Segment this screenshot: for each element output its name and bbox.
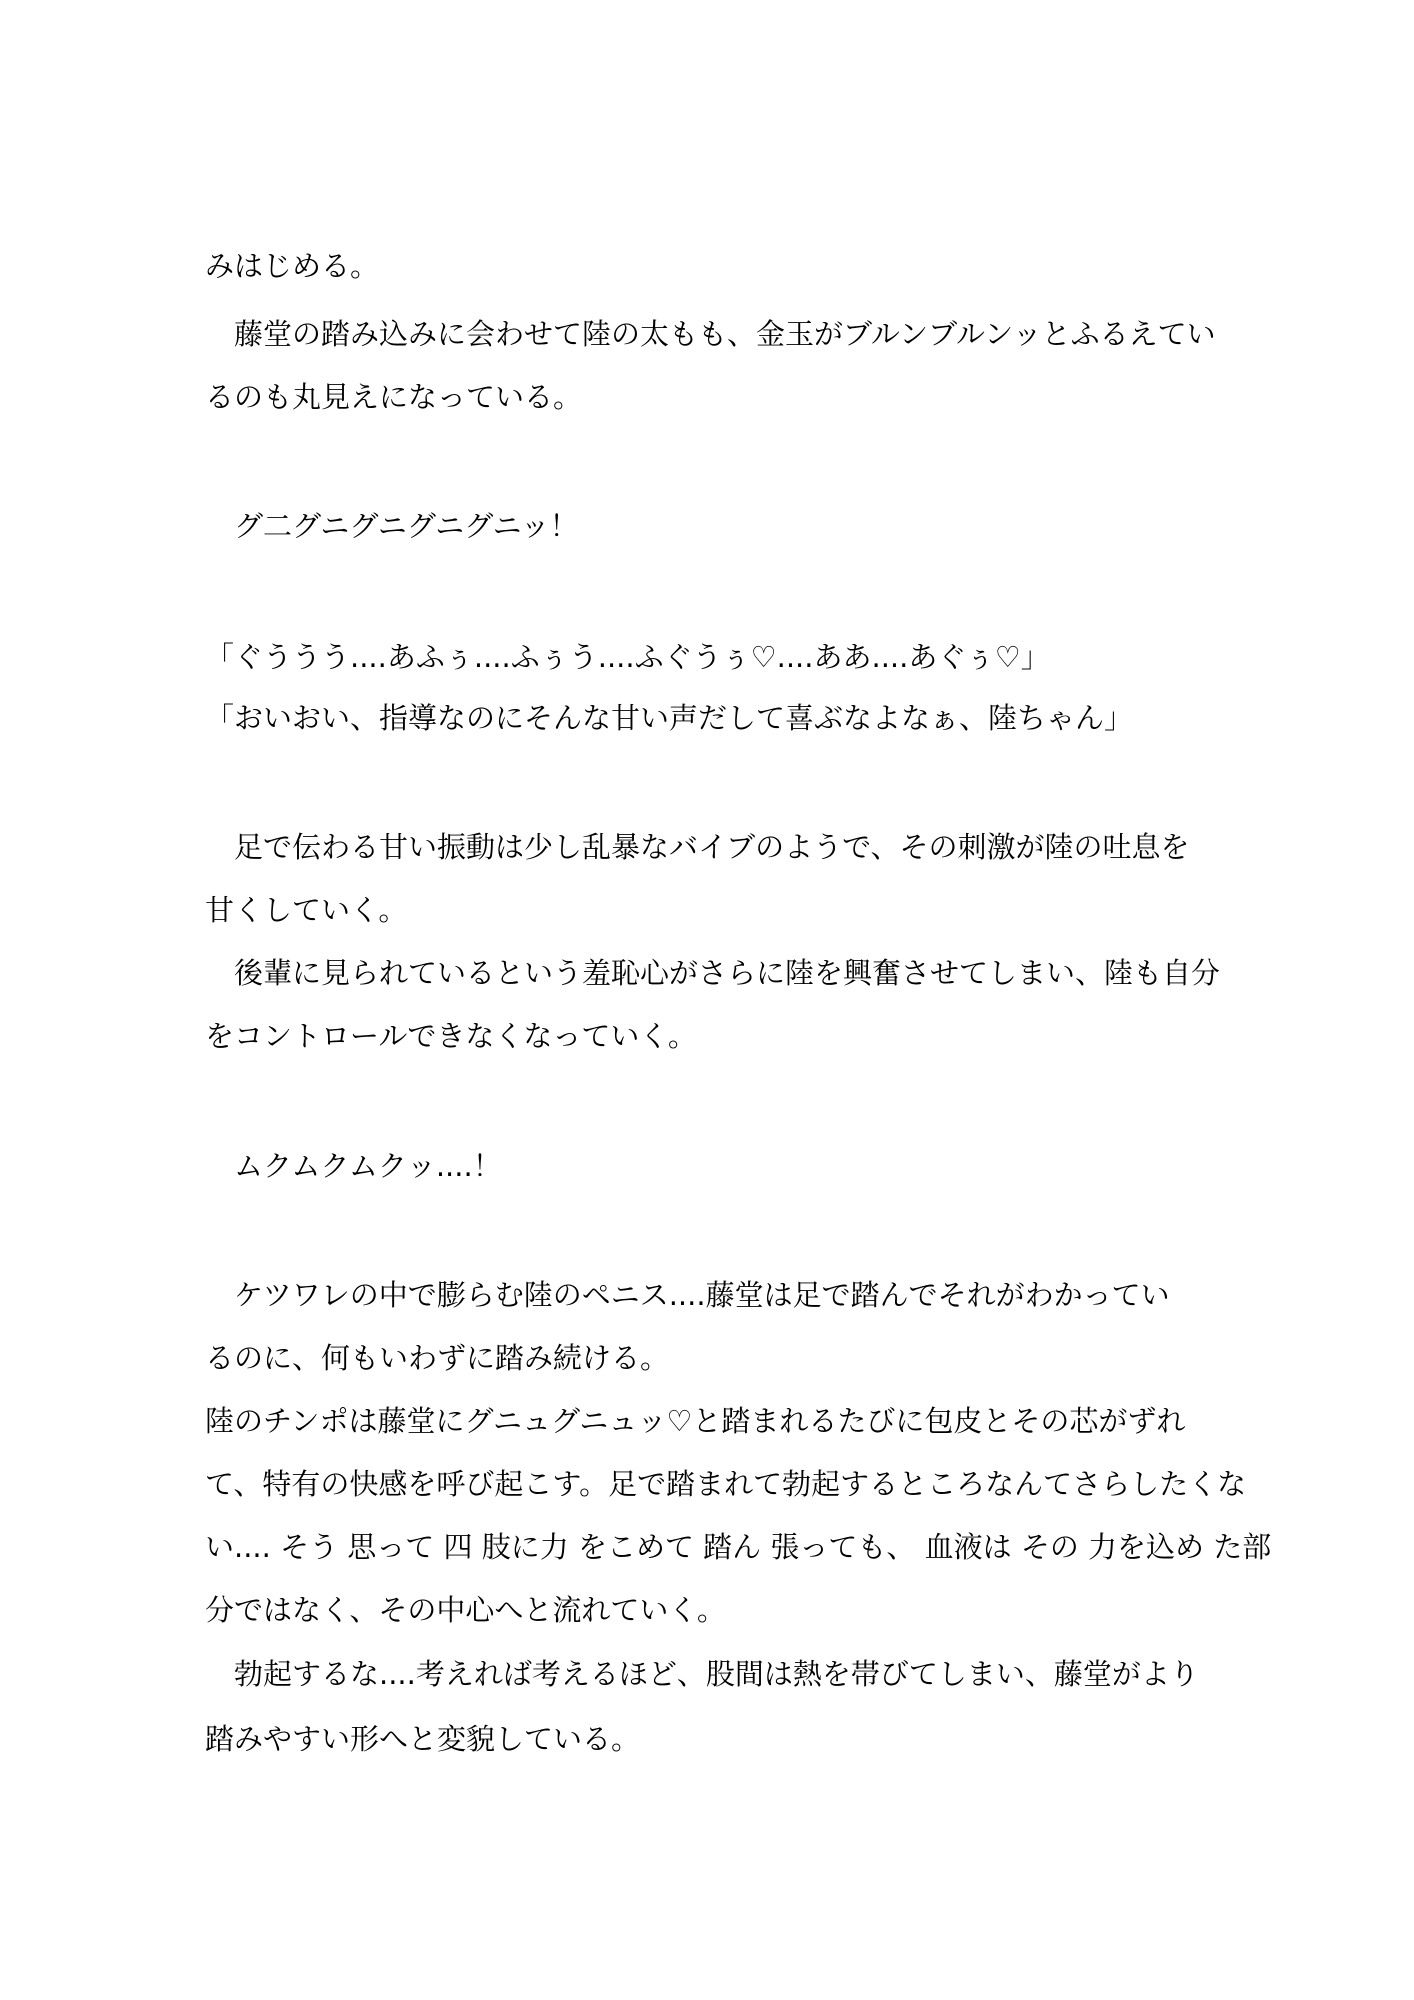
text-line: をコントロールできなくなっていく。 bbox=[205, 1019, 697, 1053]
text-line: い.... そう 思って 四 肢に力 をこめて 踏ん 張っても、 血液は その 力を込め た部 bbox=[205, 1530, 1272, 1564]
sound-effect-line: グ二グニグニグニグニッ！ bbox=[205, 509, 579, 543]
text-line: るのも丸見えになっている。 bbox=[205, 380, 583, 414]
text-line: 踏みやすい形へと変貌している。 bbox=[205, 1722, 641, 1756]
text-line: ケツワレの中で膨らむ陸のペニス....藤堂は足で踏んでそれがわかってい bbox=[205, 1278, 1170, 1312]
text-line: 分ではなく、その中心へと流れていく。 bbox=[205, 1593, 726, 1627]
text-line: 藤堂の踏み込みに会わせて陸の太もも、金玉がブルンブルンッとふるえてい bbox=[205, 317, 1216, 351]
text-line: るのに、何もいわずに踏み続ける。 bbox=[205, 1341, 670, 1375]
text-line: て、特有の快感を呼び起こす。足で踏まれて勃起するところなんてさらしたくな bbox=[205, 1467, 1247, 1501]
text-line: 甘くしていく。 bbox=[205, 893, 408, 927]
text-line: 勃起するな....考えれば考えるほど、股間は熱を帯びてしまい、藤堂がより bbox=[205, 1657, 1199, 1691]
text-line: 足で伝わる甘い振動は少し乱暴なバイブのようで、その刺激が陸の吐息を bbox=[205, 830, 1190, 864]
text-line: みはじめる。 bbox=[205, 249, 380, 283]
dialogue-line: 「ぐううう....あふぅ....ふぅう....ふぐうぅ♡....ああ....あぐぅ♡」 bbox=[205, 640, 1050, 674]
text-line: 陸のチンポは藤堂にグニュグニュッ♡と踏まれるたびに包皮とその芯がずれ bbox=[205, 1404, 1186, 1438]
text-line: 後輩に見られているという羞恥心がさらに陸を興奮させてしまい、陸も自分 bbox=[205, 956, 1221, 990]
sound-effect-line: ムクムクムクッ....！ bbox=[205, 1149, 502, 1183]
dialogue-line: 「おいおい、指導なのにそんな甘い声だして喜ぶなよなぁ、陸ちゃん」 bbox=[205, 701, 1134, 735]
